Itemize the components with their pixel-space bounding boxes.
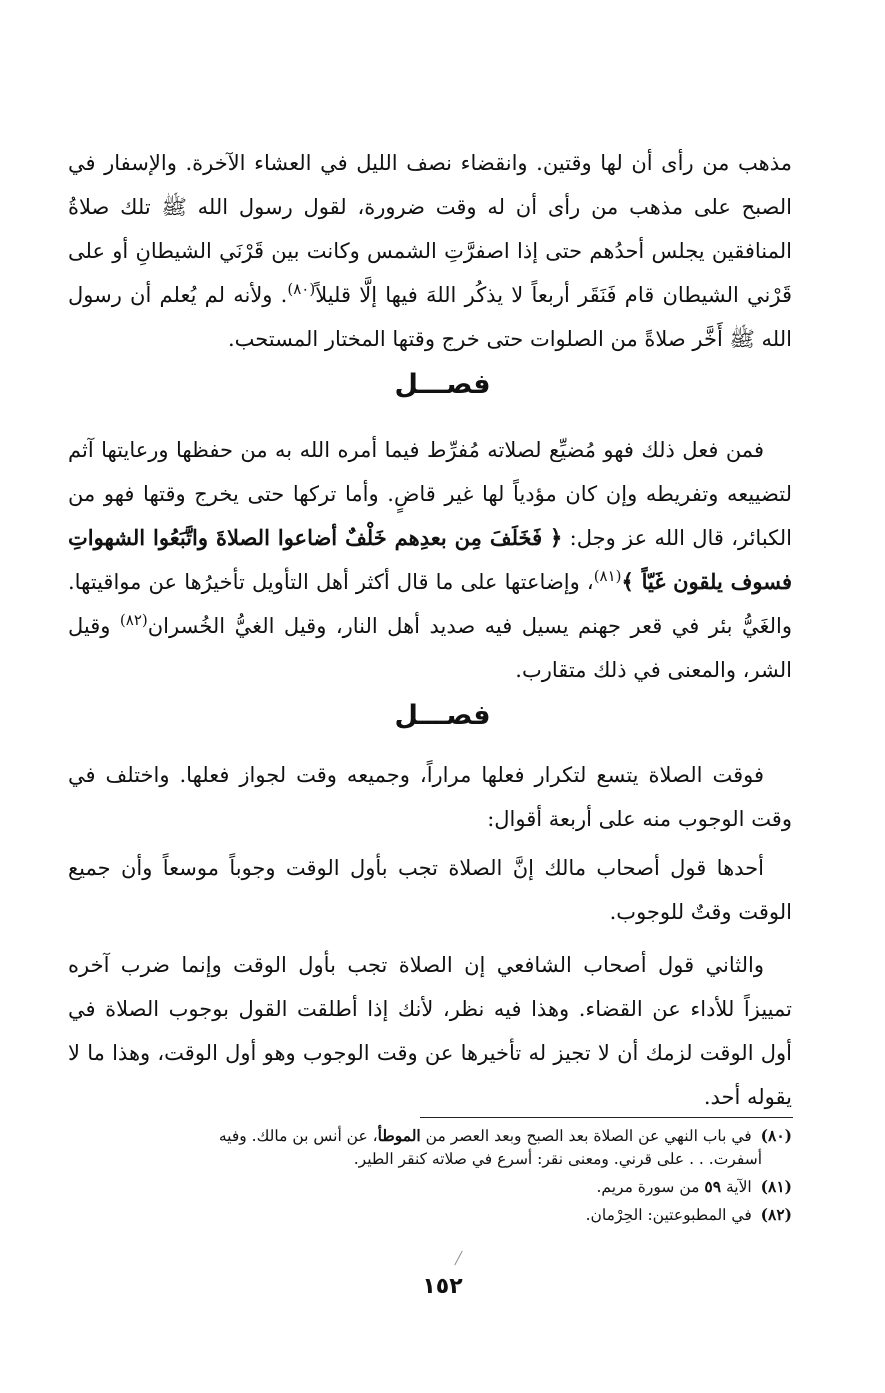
paragraph-1-tail: . ولأنه لم يُعلم أن رسول الله ﷺ أَخَّر صلاةً من الصلوات حتى خرج وقتها المختار المستحب.: [68, 283, 792, 351]
footnote-ref-80: (٨٠): [287, 280, 316, 298]
footnote-ref-82: (٨٢): [119, 611, 148, 629]
footnote-number: (٨٠): [760, 1126, 792, 1145]
footnote-bold-title: الموطأ: [377, 1126, 421, 1145]
paragraph-4: أحدها قول أصحاب مالك إنَّ الصلاة تجب بأول الوقت وجوباً موسعاً وأن جميع الوقت وقتٌ للوجوب.: [68, 856, 792, 924]
footnote-text-part: في باب النهي عن الصلاة بعد الصبح وبعد العصر من: [420, 1127, 757, 1145]
footnote-81: [68, 1175, 792, 1199]
footnote-divider: [420, 1117, 793, 1118]
footnote-text-part: الآية: [721, 1178, 757, 1196]
footnote-continuation: أسفرت. . . على قرني. ومعنى نقر: أسرع في صلاته كنقر الطير.: [353, 1150, 762, 1168]
paragraph-5: والثاني قول أصحاب الشافعي إن الصلاة تجب بأول الوقت وإنما ضرب آخره تمييزاً للأداء عن القضاء. وهذا فيه نظر، لأنك إذا أطلقت القول بوجوب الصلاة في أول الوقت لزمك أن لا تجيز له تأخيرها عن وقت الوجوب وهو أول الوقت، وهذا ما لا يقوله أحد.: [68, 953, 792, 1109]
footnote-number: (٨٢): [760, 1205, 792, 1224]
page-number: ١٥٢: [422, 1274, 463, 1299]
footnote-text-part: ، عن أنس بن مالك. وفيه: [218, 1127, 378, 1145]
footnote-number: (٨١): [760, 1177, 792, 1196]
footnote-80: [68, 1124, 792, 1171]
paragraph-2-start: فمن فعل ذلك فهو مُضيِّع لصلاته مُفرِّط فيما أمره الله به من حفظها ورعايتها آثم لتضييعه وتفريطه وإن كان مؤدياً لها غير قاضٍ. وأما تركها حتى يخرج وقتها فهو من الكبائر، قال الله عز وجل:: [68, 438, 792, 550]
paragraph-1-text: مذهب من رأى أن لها وقتين. وانقضاء نصف الليل في العشاء الآخرة. والإسفار في الصبح على مذهب من رأى أن له وقت ضرورة، لقول رسول الله ﷺ تلك صلاةُ المنافقين يجلس أحدُهم حتى إذا اصفرَّتِ الشمس وكانت بين قَرْنَي الشيطانِ أو على قَرْني الشيطان قام فَنَقَر أربعاً لا يذكُر اللهَ فيها إلَّا قليلاً: [68, 151, 792, 307]
footnote-bold-number: ٥٩: [704, 1177, 722, 1196]
scan-mark: [454, 1251, 462, 1266]
footnote-text: [586, 1206, 757, 1224]
footnote-text-part: من سورة مريم.: [596, 1178, 705, 1196]
section-heading: فصـــل: [394, 369, 491, 400]
footnote-text: [596, 1178, 756, 1196]
footnote-ref-81: (٨١): [593, 567, 622, 585]
paragraph-2: [68, 428, 792, 692]
footnotes: [68, 1124, 792, 1231]
footnote-text: [219, 1127, 757, 1145]
footnote-text-part: في المطبوعتين: الحِرْمان.: [585, 1206, 757, 1224]
paragraph-1: [68, 141, 792, 361]
paragraph-3: فوقت الصلاة يتسع لتكرار فعلها مراراً، وجميعه وقت لجواز فعلها. واختلف في وقت الوجوب منه على أربعة أقوال:: [68, 763, 792, 831]
section-heading: فصـــل: [394, 700, 491, 731]
paragraph-2-end: وقيل الشر، والمعنى في ذلك متقارب.: [68, 614, 792, 682]
footnote-82: [68, 1203, 792, 1227]
paragraph-2-middle: ، وإضاعتها على ما قال أكثر أهل التأويل تأخيرُها عن مواقيتها. والغَيُّ بئر في قعر جهنم يسيل فيه صديد أهل النار، وقيل الغيُّ الخُسران: [68, 570, 792, 638]
quran-verse: ﴿ فَخَلَفَ مِن بعدِهم خَلْفٌ أضاعوا الصلاةَ واتَّبَعُوا الشهواتِ فسوف يلقون غَيّاً ﴾: [68, 525, 792, 594]
